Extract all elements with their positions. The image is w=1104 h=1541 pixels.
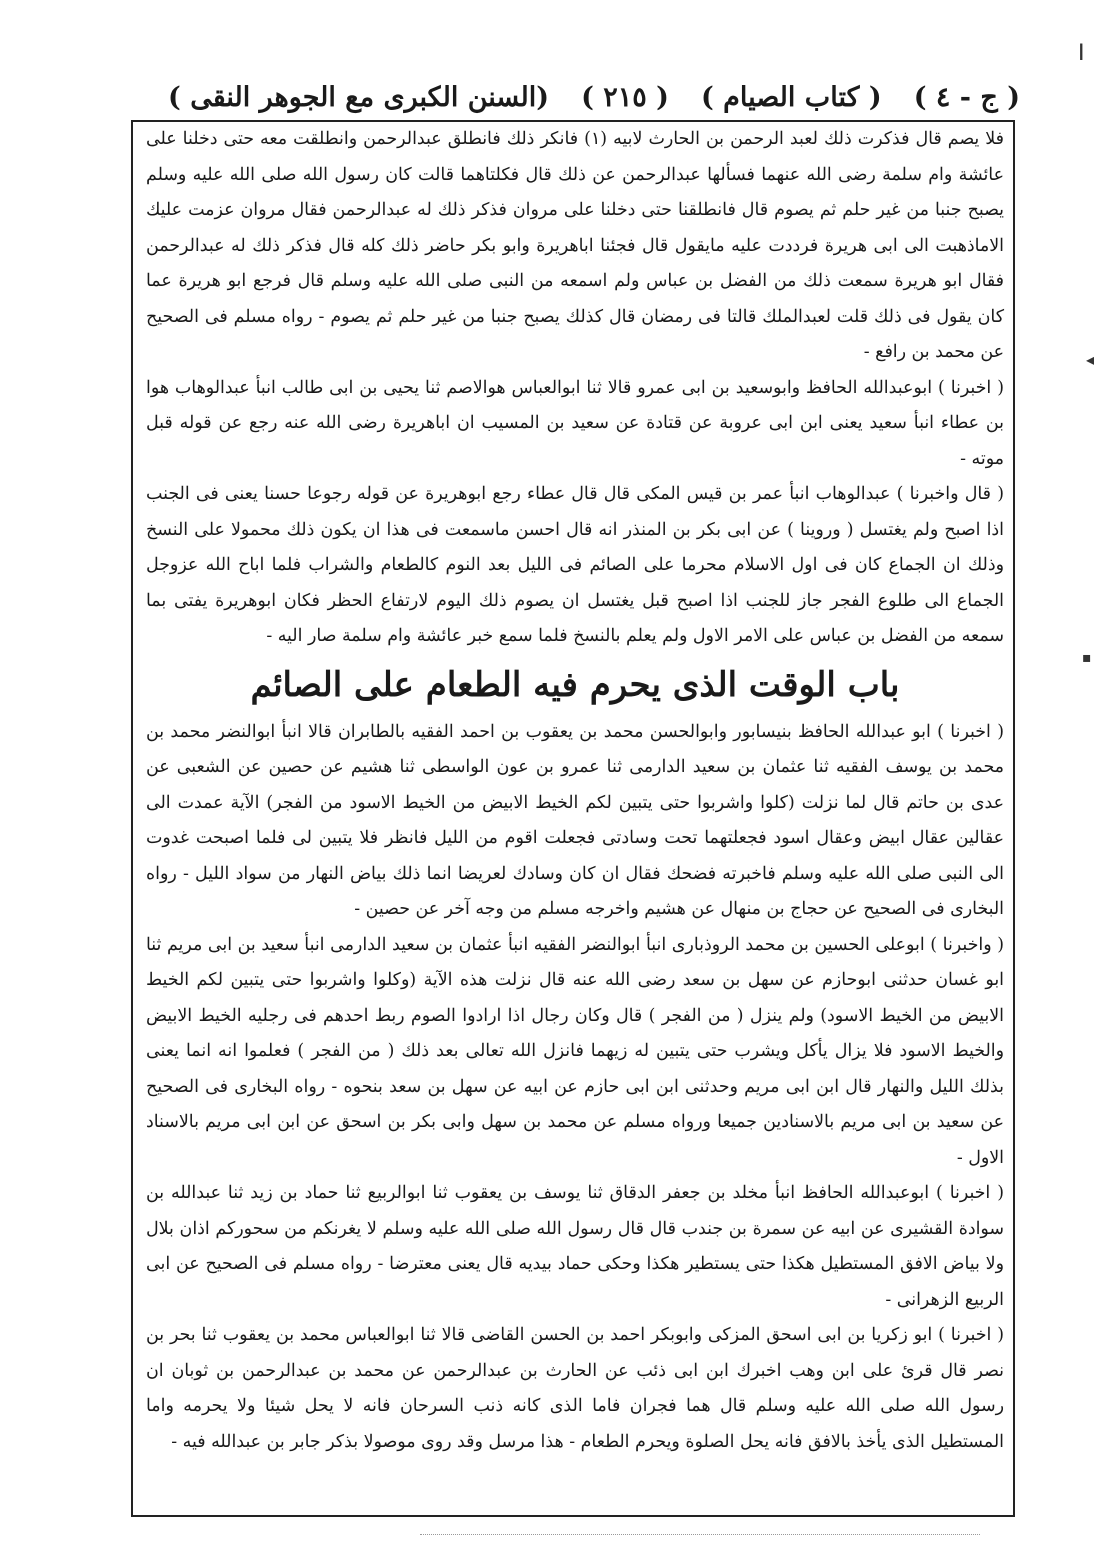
page-header xyxy=(168,74,1020,120)
margin-mark-side: ◂ xyxy=(1086,350,1095,369)
book-section: ( كتاب الصيام ) xyxy=(701,81,882,113)
volume-number: ( ج - ٤ ) xyxy=(913,81,1020,113)
margin-mark-top: ǀ xyxy=(1078,40,1085,66)
page-number: ( ٢١٥ ) xyxy=(581,81,669,113)
footnote-line xyxy=(420,1520,980,1535)
book-title: (السنن الكبرى مع الجوهر النقى ) xyxy=(168,81,550,113)
paragraph-hadith-5: ( واخبرنا ) ابوعلى الحسين بن محمد الروذبارى انبأ ابوالنضر الفقيه انبأ عثمان بن سعيد الدارمى انبأ سعيد بن ابى مريم ثنا ابو غسان حدثنى ابوحازم عن سهل بن سعد رضى الله عنه قال نزلت هذه الآية (وكلوا واشربوا حتى يتبين لكم الخيط الابيض من الخيط الاسود) ولم ينزل ( من الفجر ) قال وكان رجال اذا ارادوا الصوم ربط احدهم فى رجليه الخيط الابيض والخيط الاسود فلا يزال يأكل ويشرب حتى يتبين له زيهما فانزل الله تعالى بعد ذلك ( من الفجر ) فعلموا انه انما يعنى بذلك الليل والنهار قال ابن ابى مريم وحدثنى ابن ابى حازم عن ابيه عن سهل بن سعد بنحوه - رواه البخارى فى الصحيح عن سعيد بن ابى مريم بالاسنادين جميعا ورواه مسلم عن محمد بن سهل وابى بكر بن اسحق عن ابن ابى مريم بالاسناد الاول - xyxy=(146,934,1004,1168)
paragraph-hadith-6: ( اخبرنا ) ابوعبدالله الحافظ انبأ مخلد بن جعفر الدقاق ثنا يوسف بن يعقوب ثنا ابوالربيع ثنا حماد بن زيد ثنا عبدالله بن سوادة القشيرى عن ابيه عن سمرة بن جندب قال قال رسول الله صلى الله عليه وسلم لا يغرنكم من سحوركم اذان بلال ولا بياض الافق المستطيل هكذا حتى يستطير هكذا وحكى حماد بيديه قال يعنى معترضا - رواه مسلم فى الصحيح عن ابى الربيع الزهرانى - xyxy=(146,1183,1004,1310)
main-text xyxy=(146,122,1004,1514)
paragraph-hadith-1: فلا يصم قال فذكرت ذلك لعبد الرحمن بن الحارث لابيه (١) فانكر ذلك فانطلق عبدالرحمن وانطلقت معه حتى دخلنا على عائشة وام سلمة رضى الله عنهما فسألها عبدالرحمن عن ذلك قال فكلتاهما قالت كان رسول الله صلى الله عليه وسلم يصبح جنبا من غير حلم ثم يصوم قال فانطلقنا حتى دخلنا على مروان فذكر ذلك له عبدالرحمن فقال مروان عزمت عليك الاماذهبت الى ابى هريرة فرددت عليه مايقول قال فجئنا اباهريرة وابو بكر حاضر ذلك كله قال فذكر ذلك له عبدالرحمن فقال ابو هريرة سمعت ذلك من الفضل بن عباس ولم اسمعه من النبى صلى الله عليه وسلم قال فرجع ابو هريرة عما كان يقول فى ذلك قلت لعبدالملك قالتا فى رمضان قال كذلك يصبح جنبا من غير حلم ثم يصوم - رواه مسلم فى الصحيح عن محمد بن رافع - xyxy=(146,129,1004,362)
paragraph-hadith-7: ( اخبرنا ) ابو زكريا بن ابى اسحق المزكى وابوبكر احمد بن الحسن القاضى قالا ثنا ابوالعباس محمد بن يعقوب ثنا بحر بن نصر قال قرئ على ابن وهب اخبرك ابن ابى ذئب عن الحارث بن عبدالرحمن عن محمد بن عبدالرحمن بن ثوبان ان رسول الله صلى الله عليه وسلم قال هما فجران فاما الذى كانه ذنب السرحان فانه لا يحل شيئا ولا يحرمه واما المستطيل الذى يأخذ بالافق فانه يحل الصلوة ويحرم الطعام - هذا مرسل وقد روى موصولا بذكر جابر بن عبدالله فيه - xyxy=(146,1325,1004,1452)
margin-mark-middle: ▪ xyxy=(1082,650,1092,666)
paragraph-hadith-4: ( اخبرنا ) ابو عبدالله الحافظ بنيسابور وابوالحسن محمد بن يعقوب بن احمد الفقيه بالطابران قالا انبأ ابوالنضر محمد بن محمد بن يوسف الفقيه ثنا عثمان بن سعيد الدارمى ثنا عمرو بن عون الواسطى ثنا هشيم عن حصين عن الشعبى عن عدى بن حاتم قال لما نزلت (كلوا واشربوا حتى يتبين لكم الخيط الابيض من الخيط الاسود من الفجر) الآية عمدت الى عقالين عقال ابيض وعقال اسود فجعلتهما تحت وسادتى فجعلت اقوم من الليل فانظر فلا يتبين لى فلما اصبحت غدوت الى النبى صلى الله عليه وسلم فاخبرته فضحك فقال ان كان وسادك لعريضا انما ذلك بياض النهار من سواد الليل - رواه البخارى فى الصحيح عن حجاج بن منهال عن هشيم واخرجه مسلم من وجه آخر عن حصين - xyxy=(146,721,1004,919)
paragraph-hadith-3: ( قال واخبرنا ) عبدالوهاب انبأ عمر بن قيس المكى قال قال عطاء رجع ابوهريرة عن قوله رجوعا حسنا يعنى فى الجنب اذا اصبح ولم يغتسل ( وروينا ) عن ابى بكر بن المنذر انه قال احسن ماسمعت فى هذا ان يكون ذلك محمولا على النسخ وذلك ان الجماع كان فى اول الاسلام محرما على الصائم فى الليل بعد النوم كالطعام والشراب فلما اباح الله عزوجل الجماع الى طلوع الفجر جاز للجنب اذا اصبح قبل يغتسل ان يصوم ذلك اليوم لارتفاع الحظر فكان ابوهريرة يفتى بما سمعه من الفضل بن عباس على الامر الاول ولم يعلم بالنسخ فلما سمع خبر عائشة وام سلمة صار اليه - xyxy=(146,484,1004,646)
paragraph-hadith-2: ( اخبرنا ) ابوعبدالله الحافظ وابوسعيد بن ابى عمرو قالا ثنا ابوالعباس هوالاصم ثنا يحيى بن ابى طالب انبأ عبدالوهاب هوا بن عطاء انبأ سعيد يعنى ابن ابى عروبة عن قتادة عن سعيد بن المسيب ان اباهريرة رضى الله عنه رجع عن قوله قبل موته - xyxy=(146,377,1004,469)
section-title: باب الوقت الذى يحرم فيه الطعام على الصائم xyxy=(250,664,900,705)
